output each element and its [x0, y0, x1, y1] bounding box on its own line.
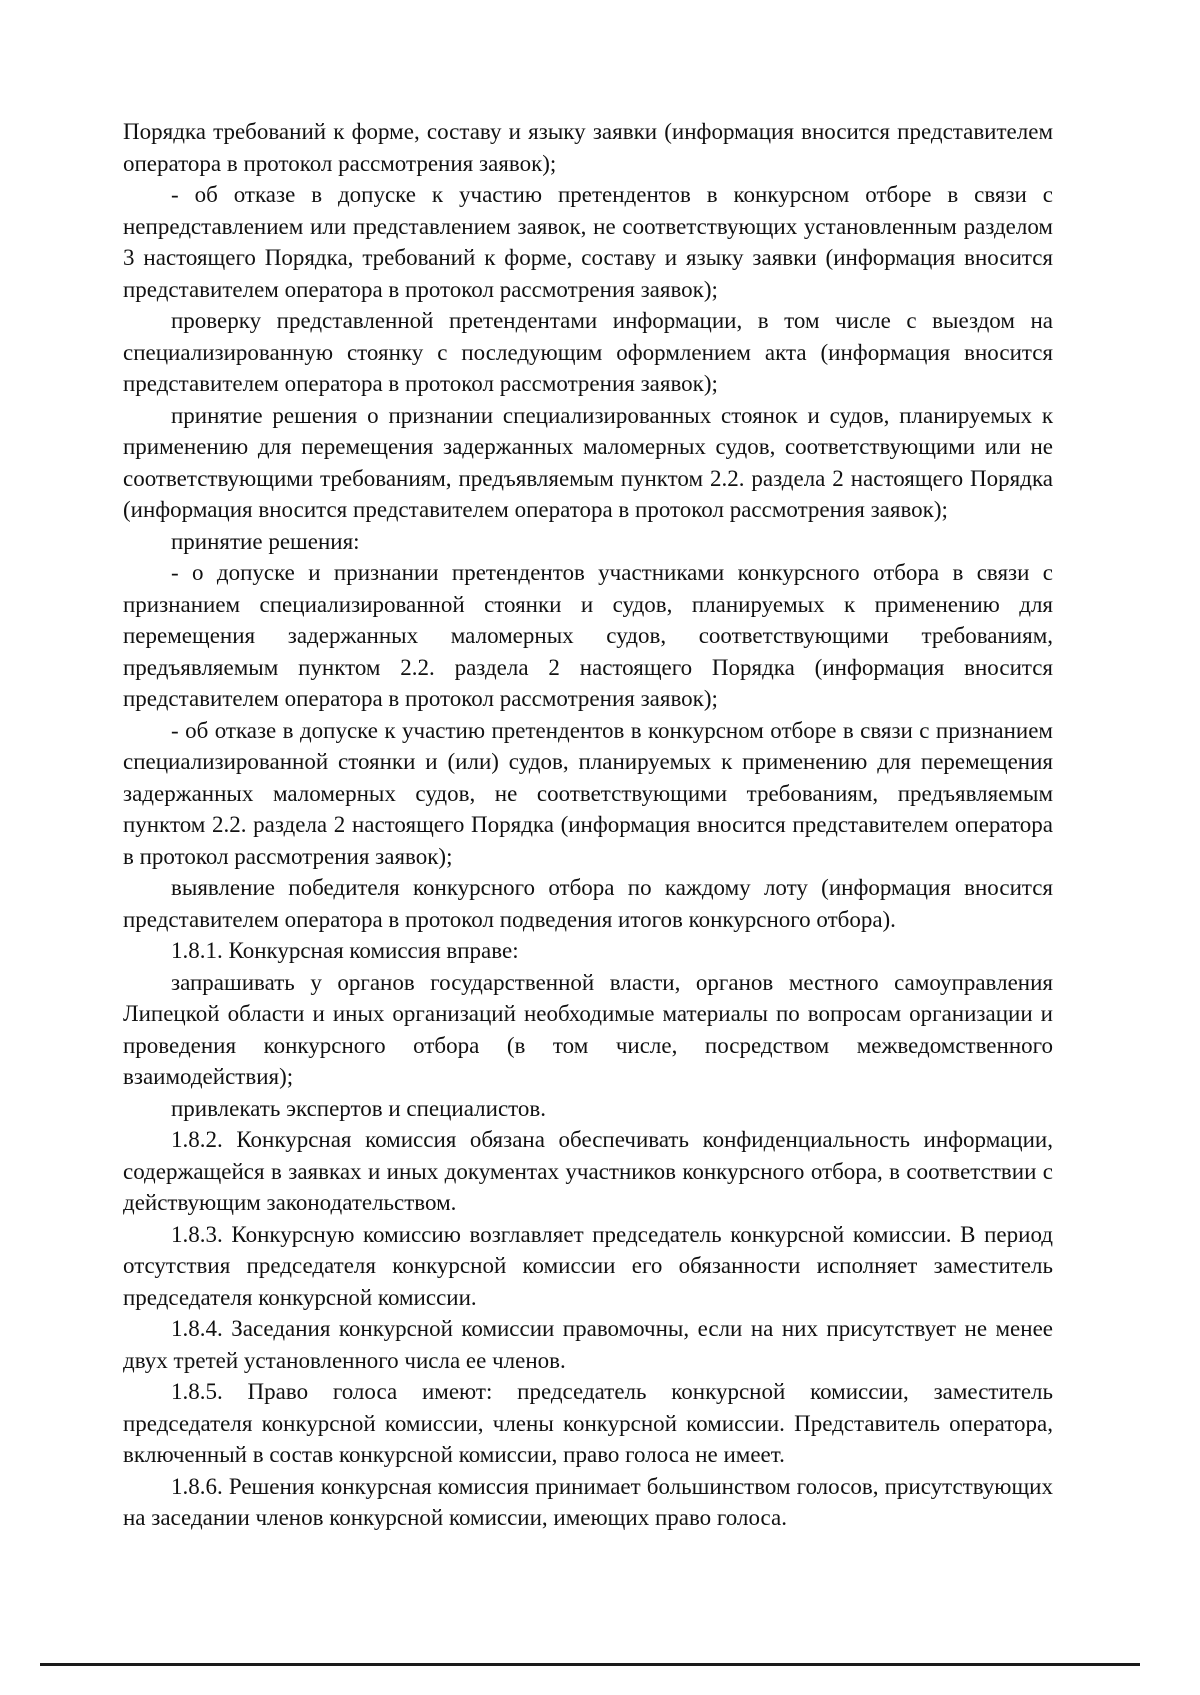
paragraph-8: выявление победителя конкурсного отбора по каждому лоту (информация вносится представителем оператора в протокол подведения итогов конкурсного отбора).	[123, 875, 1053, 932]
paragraph-12: 1.8.2. Конкурсная комиссия обязана обеспечивать конфиденциальность информации, содержащейся в заявках и иных документах участников конкурсного отбора, в соответствии с действующим законодательством.	[123, 1127, 1053, 1215]
document-page	[123, 116, 1053, 1534]
paragraph-1: Порядка требований к форме, составу и языку заявки (информация вносится представителем оператора в протокол рассмотрения заявок);	[123, 119, 1053, 176]
paragraph-6: - о допуске и признании претендентов участниками конкурсного отбора в связи с признанием специализированной стоянки и судов, планируемых к применению для перемещения задержанных маломерных судов, соответствующими требованиям, предъявляемым пунктом 2.2. раздела 2 настоящего Порядка (информация вносится представителем оператора в протокол рассмотрения заявок);	[123, 560, 1053, 711]
paragraph-7: - об отказе в допуске к участию претендентов в конкурсном отборе в связи с признанием специализированной стоянки и (или) судов, планируемых к применению для перемещения задержанных маломерных судов, не соответствующими требованиям, предъявляемым пунктом 2.2. раздела 2 настоящего Порядка (информация вносится представителем оператора в протокол рассмотрения заявок);	[123, 717, 1053, 869]
paragraph-16: 1.8.6. Решения конкурсная комиссия принимает большинством голосов, присутствующих на заседании членов конкурсной комиссии, имеющих право голоса.	[123, 1473, 1053, 1530]
paragraph-3: проверку представленной претендентами информации, в том числе с выездом на специализированную стоянку с последующим оформлением акта (информация вносится представителем оператора в протокол рассмотрения заявок);	[123, 308, 1053, 396]
paragraph-9: 1.8.1. Конкурсная комиссия вправе:	[171, 938, 519, 963]
paragraph-5: принятие решения:	[171, 528, 360, 554]
paragraph-15: 1.8.5. Право голоса имеют: председатель конкурсной комиссии, заместитель председателя конкурсной комиссии, члены конкурсной комиссии. Представитель оператора, включенный в состав конкурсной комиссии, право голоса не имеет.	[123, 1379, 1053, 1467]
paragraph-4: принятие решения о признании специализированных стоянок и судов, планируемых к применению для перемещения задержанных маломерных судов, соответствующими или не соответствующими требованиям, предъявляемым пунктом 2.2. раздела 2 настоящего Порядка (информация вносится представителем оператора в протокол рассмотрения заявок);	[123, 402, 1053, 522]
paragraph-11: привлекать экспертов и специалистов.	[171, 1095, 547, 1121]
paragraph-13: 1.8.3. Конкурсную комиссию возглавляет председатель конкурсной комиссии. В период отсутствия председателя конкурсной комиссии его обязанности исполняет заместитель председателя конкурсной комиссии.	[123, 1221, 1053, 1310]
paragraph-2: - об отказе в допуске к участию претендентов в конкурсном отборе в связи с непредставлением или представлением заявок, не соответствующих установленным разделом 3 настоящего Порядка, требований к форме, составу и языку заявки (информация вносится представителем оператора в протокол рассмотрения заявок);	[123, 182, 1053, 302]
page-bottom-border	[40, 1663, 1140, 1666]
paragraph-10: запрашивать у органов государственной власти, органов местного самоуправления Липецкой области и иных организаций необходимые материалы по вопросам организации и проведения конкурсного отбора (в том числе, посредством межведомственного взаимодействия);	[123, 969, 1053, 1089]
paragraph-14: 1.8.4. Заседания конкурсной комиссии правомочны, если на них присутствует не менее двух третей установленного числа ее членов.	[123, 1316, 1053, 1373]
